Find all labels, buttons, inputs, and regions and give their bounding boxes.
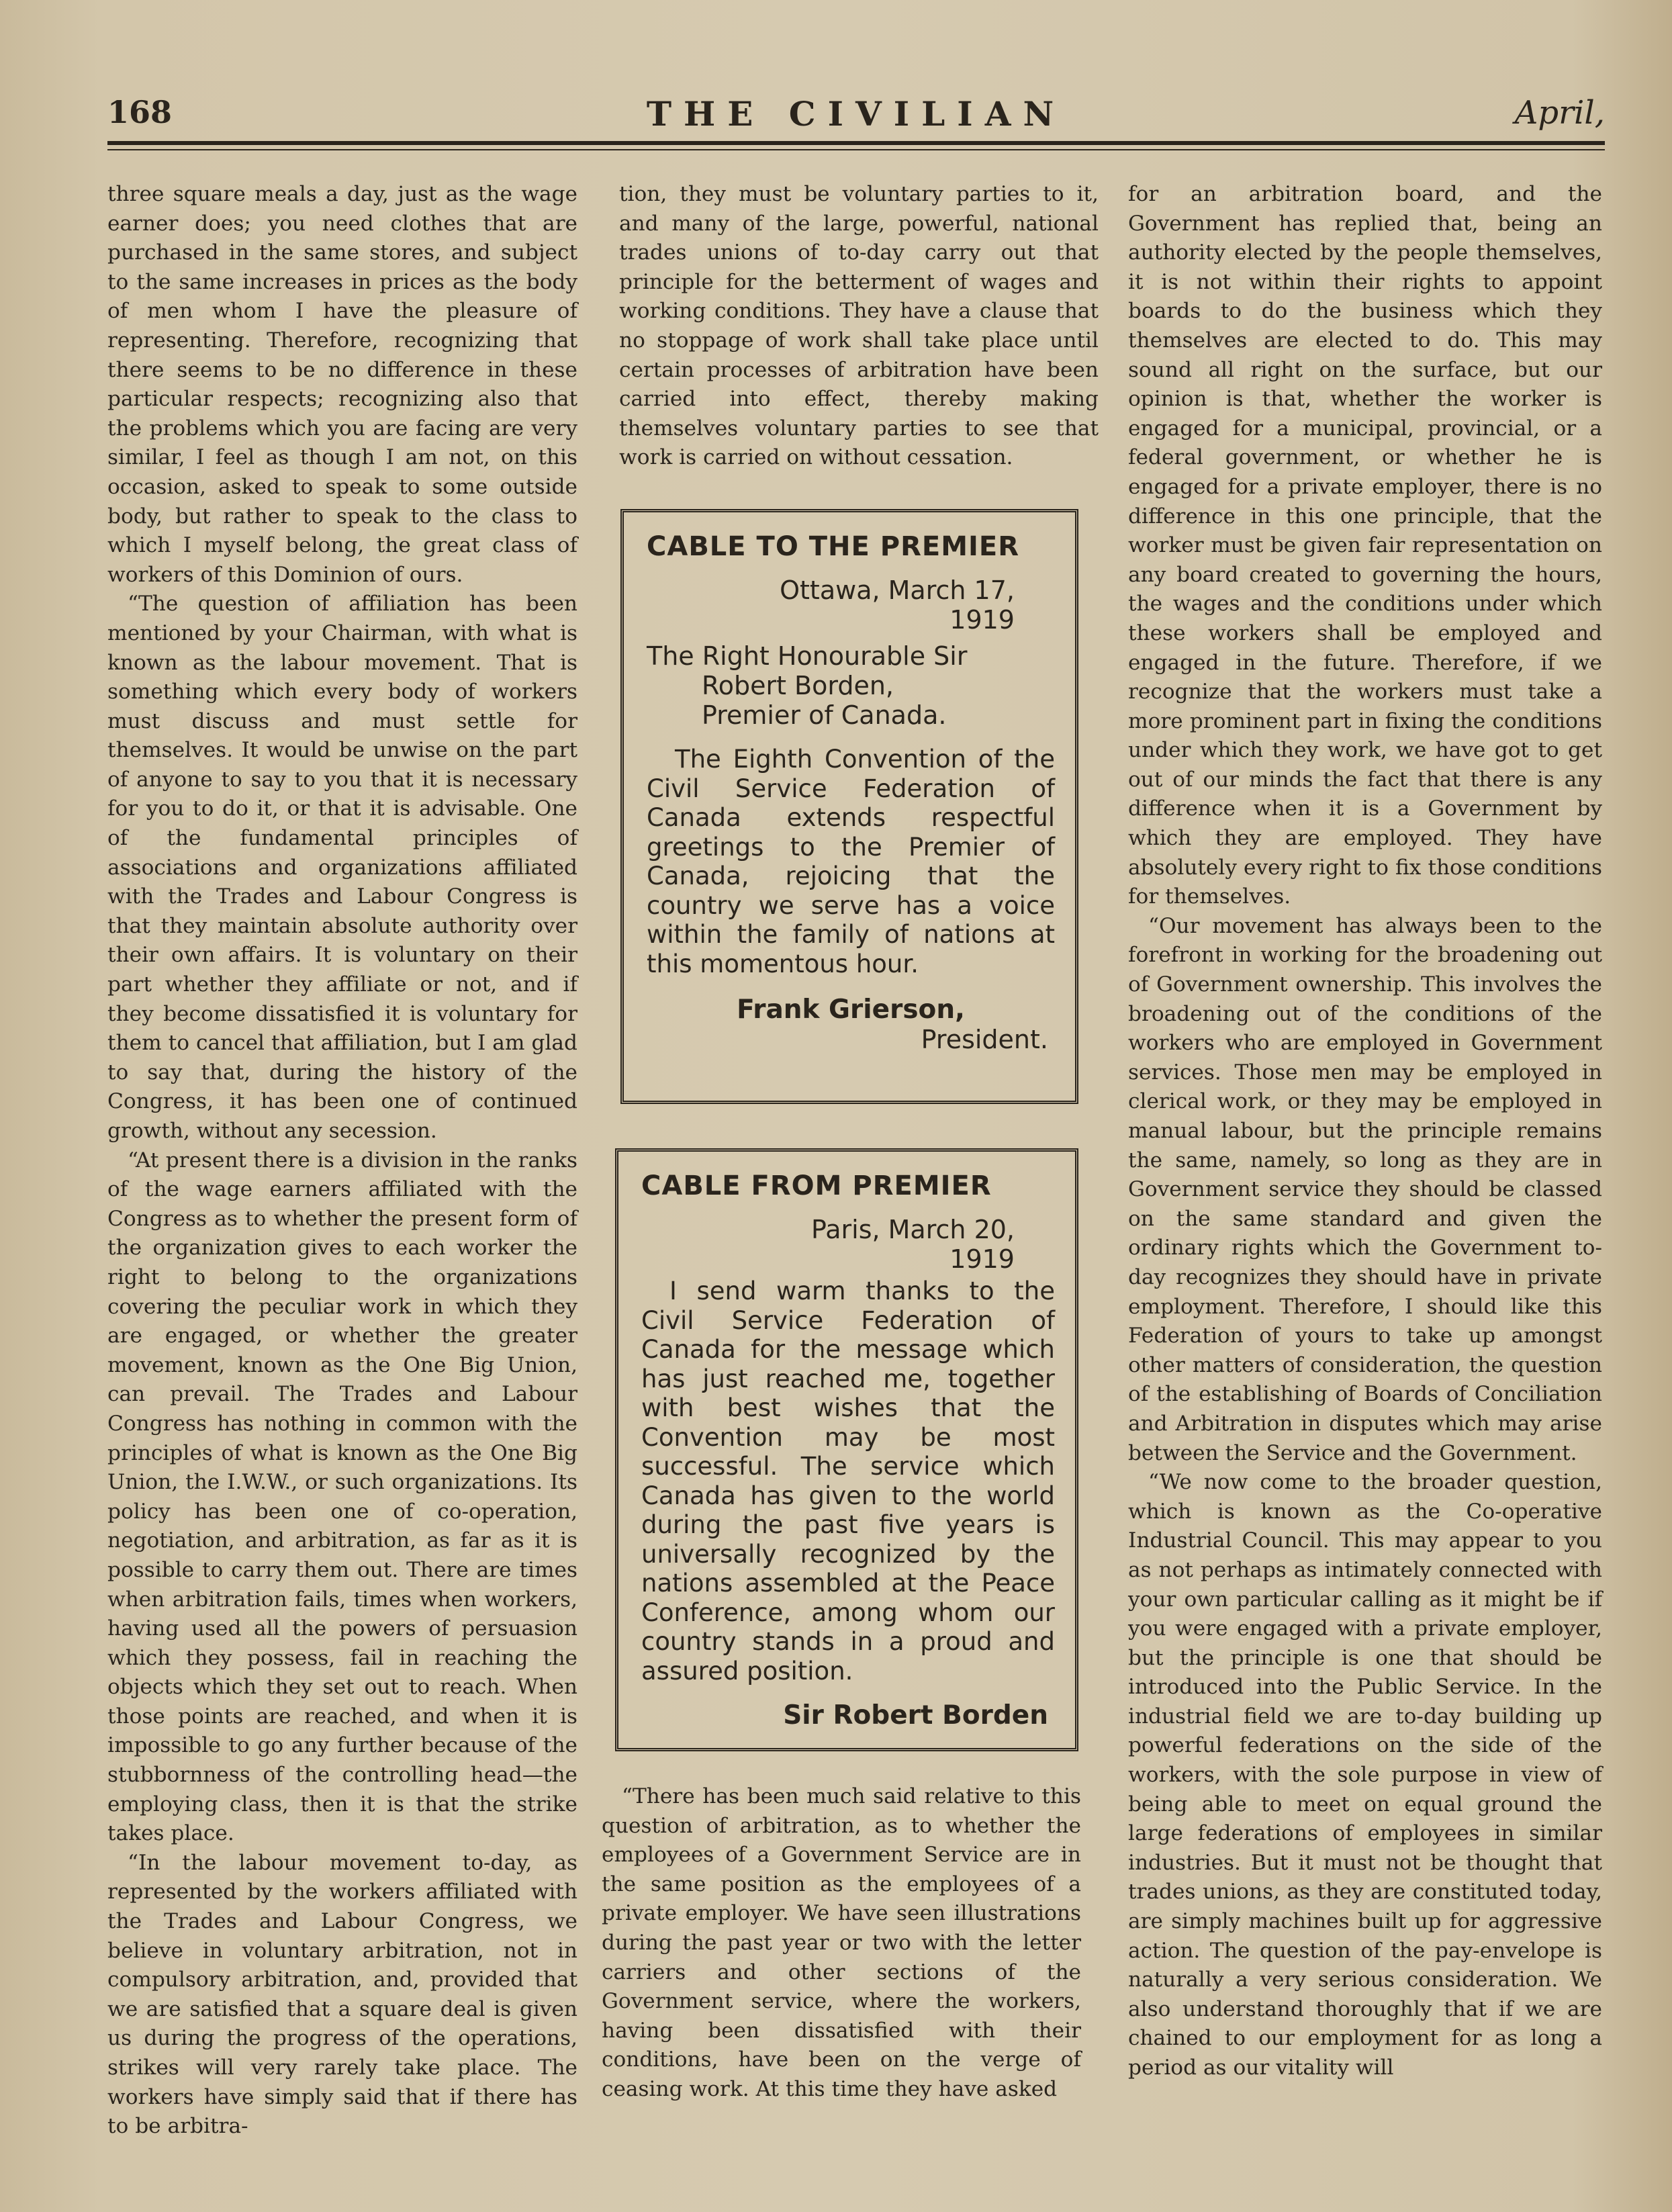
header-rule-thin: [107, 149, 1605, 150]
box-title: CABLE FROM PREMIER: [641, 1170, 992, 1201]
box-date-line: Paris, March 20,: [811, 1215, 1015, 1244]
paragraph: tion, they must be voluntary parties to it, and many of the large, powerful, national trades unions of to-day carry out that principle for the betterment of wages and working conditions. They have a clause that no stoppage of work shall take place until certain processes of arbitration have been carried into effect, thereby making themselves voluntary parties to see that work is carried on without cessation.: [619, 182, 1099, 470]
publication-title: THE CIVILIAN: [646, 94, 1066, 134]
column-middle-bottom: [602, 1782, 1081, 2105]
paragraph: “In the labour movement to-day, as represented by the workers affiliated with the Trades and Labour Congress, we believe in voluntary arbitration, not in compulsory arbitration, and, provided that we are satisfied that a square deal is given us during the progress of the operations, strikes will very rarely take place. The workers have simply said that if there has to be arbitra-: [107, 1850, 577, 2139]
cable-to-premier-box: [620, 509, 1078, 1104]
box-message: The Eighth Convention of the Civil Service Federation of Canada extends respectful greetings to the Premier of Canada, rejoicing that the country we serve has a voice within the family of nations at this momentous hour.: [647, 745, 1055, 978]
paragraph: “We now come to the broader question, which is known as the Co-operative Industrial Council. This may appear to you as not perhaps as intimately connected with your own particular calling as it might be if you were engaged with a private employer, but the principle is one that should be introduced into the Public Service. In the industrial field we are to-day building up powerful federations on the side of the workers, with the sole purpose in view of being able to meet on equal ground the large federations of employees in similar industries. But it must not be thought that trades unions, as they are constituted today, are simply machines built up for aggressive action. The question of the pay-envelope is naturally a very serious consideration. We also understand thoroughly that if we are chained to our employment for as long a period as our vitality will: [1128, 1470, 1602, 2080]
header-rule: [107, 141, 1605, 145]
box-body: [647, 745, 1055, 978]
box-body: [641, 1277, 1055, 1686]
box-addressee: [647, 641, 1055, 730]
paragraph: for an arbitration board, and the Government has replied that, being an authority elected by the people themselves, it is not within their rights to appoint boards to do the business which they themselves are elected to do. This may sound all right on the surface, but our opinion is that, whether the worker is engaged for a municipal, provincial, or a federal government, or whether he is engaged for a private employer, there is no difference in this one principle, that the worker must be given fair representation on any board created to governing the hours, the wages and the conditions under which these workers shall be employed and engaged in the future. Therefore, if we recognize that the workers must take a more prominent part in fixing the conditions under which they work, we have got to get out of our minds the fact that there is any difference when it is a Government by which they are employed. They have absolutely every right to fix those conditions for themselves.: [1128, 182, 1602, 909]
addressee-line: Robert Borden,: [702, 671, 894, 700]
paragraph: “At present there is a division in the ranks of the wage earners affiliated with the Congress as to whether the present form of the organization gives to each worker the right to belong to the organizations covering the peculiar work in which they are engaged, or whether the greater movement, known as the One Big Union, can prevail. The Trades and Labour Congress has nothing in common with the principles of what is known as the One Big Union, the I.W.W., or such organizations. Its policy has been one of co-operation, negotiation, and arbitration, as far as it is possible to carry them out. There are times when arbitration fails, times when workers, having used all the powers of persuasion which they possess, fail in reaching the objects which they set out to reach. When those points are reached, and when it is impossible to go any further because of the stubbornness of the controlling head—the employing class, then it is that the strike takes place.: [107, 1148, 577, 1846]
column-middle-top: [619, 180, 1099, 473]
box-signature-title: President.: [921, 1025, 1048, 1054]
cable-from-premier-box: [615, 1148, 1078, 1751]
box-date-line: Ottawa, March 17,: [780, 575, 1015, 605]
paragraph: “The question of affiliation has been mentioned by your Chairman, with what is known as the labour movement. That is something which every body of workers must discuss and must settle for themselves. It would be unwise on the part of anyone to say to you that it is necessary for you to do it, or that it is advisable. One of the fundamental principles of associations and organizations affiliated with the Trades and Labour Congress is that they maintain absolute authority over their own affairs. It is voluntary on their part whether they affiliate or not, and if they become dissatisfied it is voluntary for them to cancel that affiliation, but I am glad to say that, during the history of the Congress, it has been one of continued growth, without any secession.: [107, 592, 577, 1143]
box-message: I send warm thanks to the Civil Service Federation of Canada for the message which has just reached me, together with best wishes that the Convention may be most successful. The service which Canada has given to the world during the past five years is universally recognized by the nations assembled at the Peace Conference, among whom our country stands in a proud and assured position.: [641, 1277, 1055, 1686]
addressee-line: Premier of Canada.: [702, 700, 947, 730]
paragraph: three square meals a day, just as the wage earner does; you need clothes that are purchased in the same stores, and subject to the same increases in prices as the body of men whom I have the pleasure of representing. Therefore, recognizing that there seems to be no difference in these particular respects; recognizing also that the problems which you are facing are very similar, I feel as though I am not, on this occasion, asked to speak to some outside body, but rather to speak to the class to which I myself belong, the great class of workers of this Dominion of ours.: [107, 182, 577, 587]
column-right: [1128, 180, 1602, 2083]
box-date-year: 1919: [949, 1244, 1015, 1274]
page-number: 168: [107, 94, 173, 130]
page-header: [107, 94, 1605, 141]
column-left: [107, 180, 577, 2141]
box-signature-name: Sir Robert Borden: [783, 1700, 1048, 1731]
box-title: CABLE TO THE PREMIER: [647, 531, 1020, 562]
box-date-year: 1919: [949, 605, 1015, 635]
issue-month: April,: [1514, 94, 1605, 132]
box-signature-name: Frank Grierson,: [737, 995, 965, 1025]
paragraph: “There has been much said relative to this question of arbitration, as to whether the employees of a Government Service are in the same position as the employees of a private employer. We have seen illustrations during the past year or two with the letter carriers and other sections of the Government service, where the workers, having been dissatisfied with their conditions, have been on the verge of ceasing work. At this time they have asked: [602, 1784, 1081, 2101]
addressee-line: The Right Honourable Sir: [647, 641, 968, 671]
paragraph: “Our movement has always been to the forefront in working for the broadening out of Government ownership. This involves the broadening out of the conditions of the workers who are employed in Government services. Those men may be employed in clerical work, or they may be employed in manual labour, but the principle remains the same, namely, so long as they are in Government service they should be classed on the same standard and given the ordinary rights which the Government to-day recognizes they should have in private employment. Therefore, I should like this Federation of yours to take up amongst other matters of consideration, the question of the establishing of Boards of Conciliation and Arbitration in disputes which may arise between the Service and the Government.: [1128, 913, 1602, 1465]
